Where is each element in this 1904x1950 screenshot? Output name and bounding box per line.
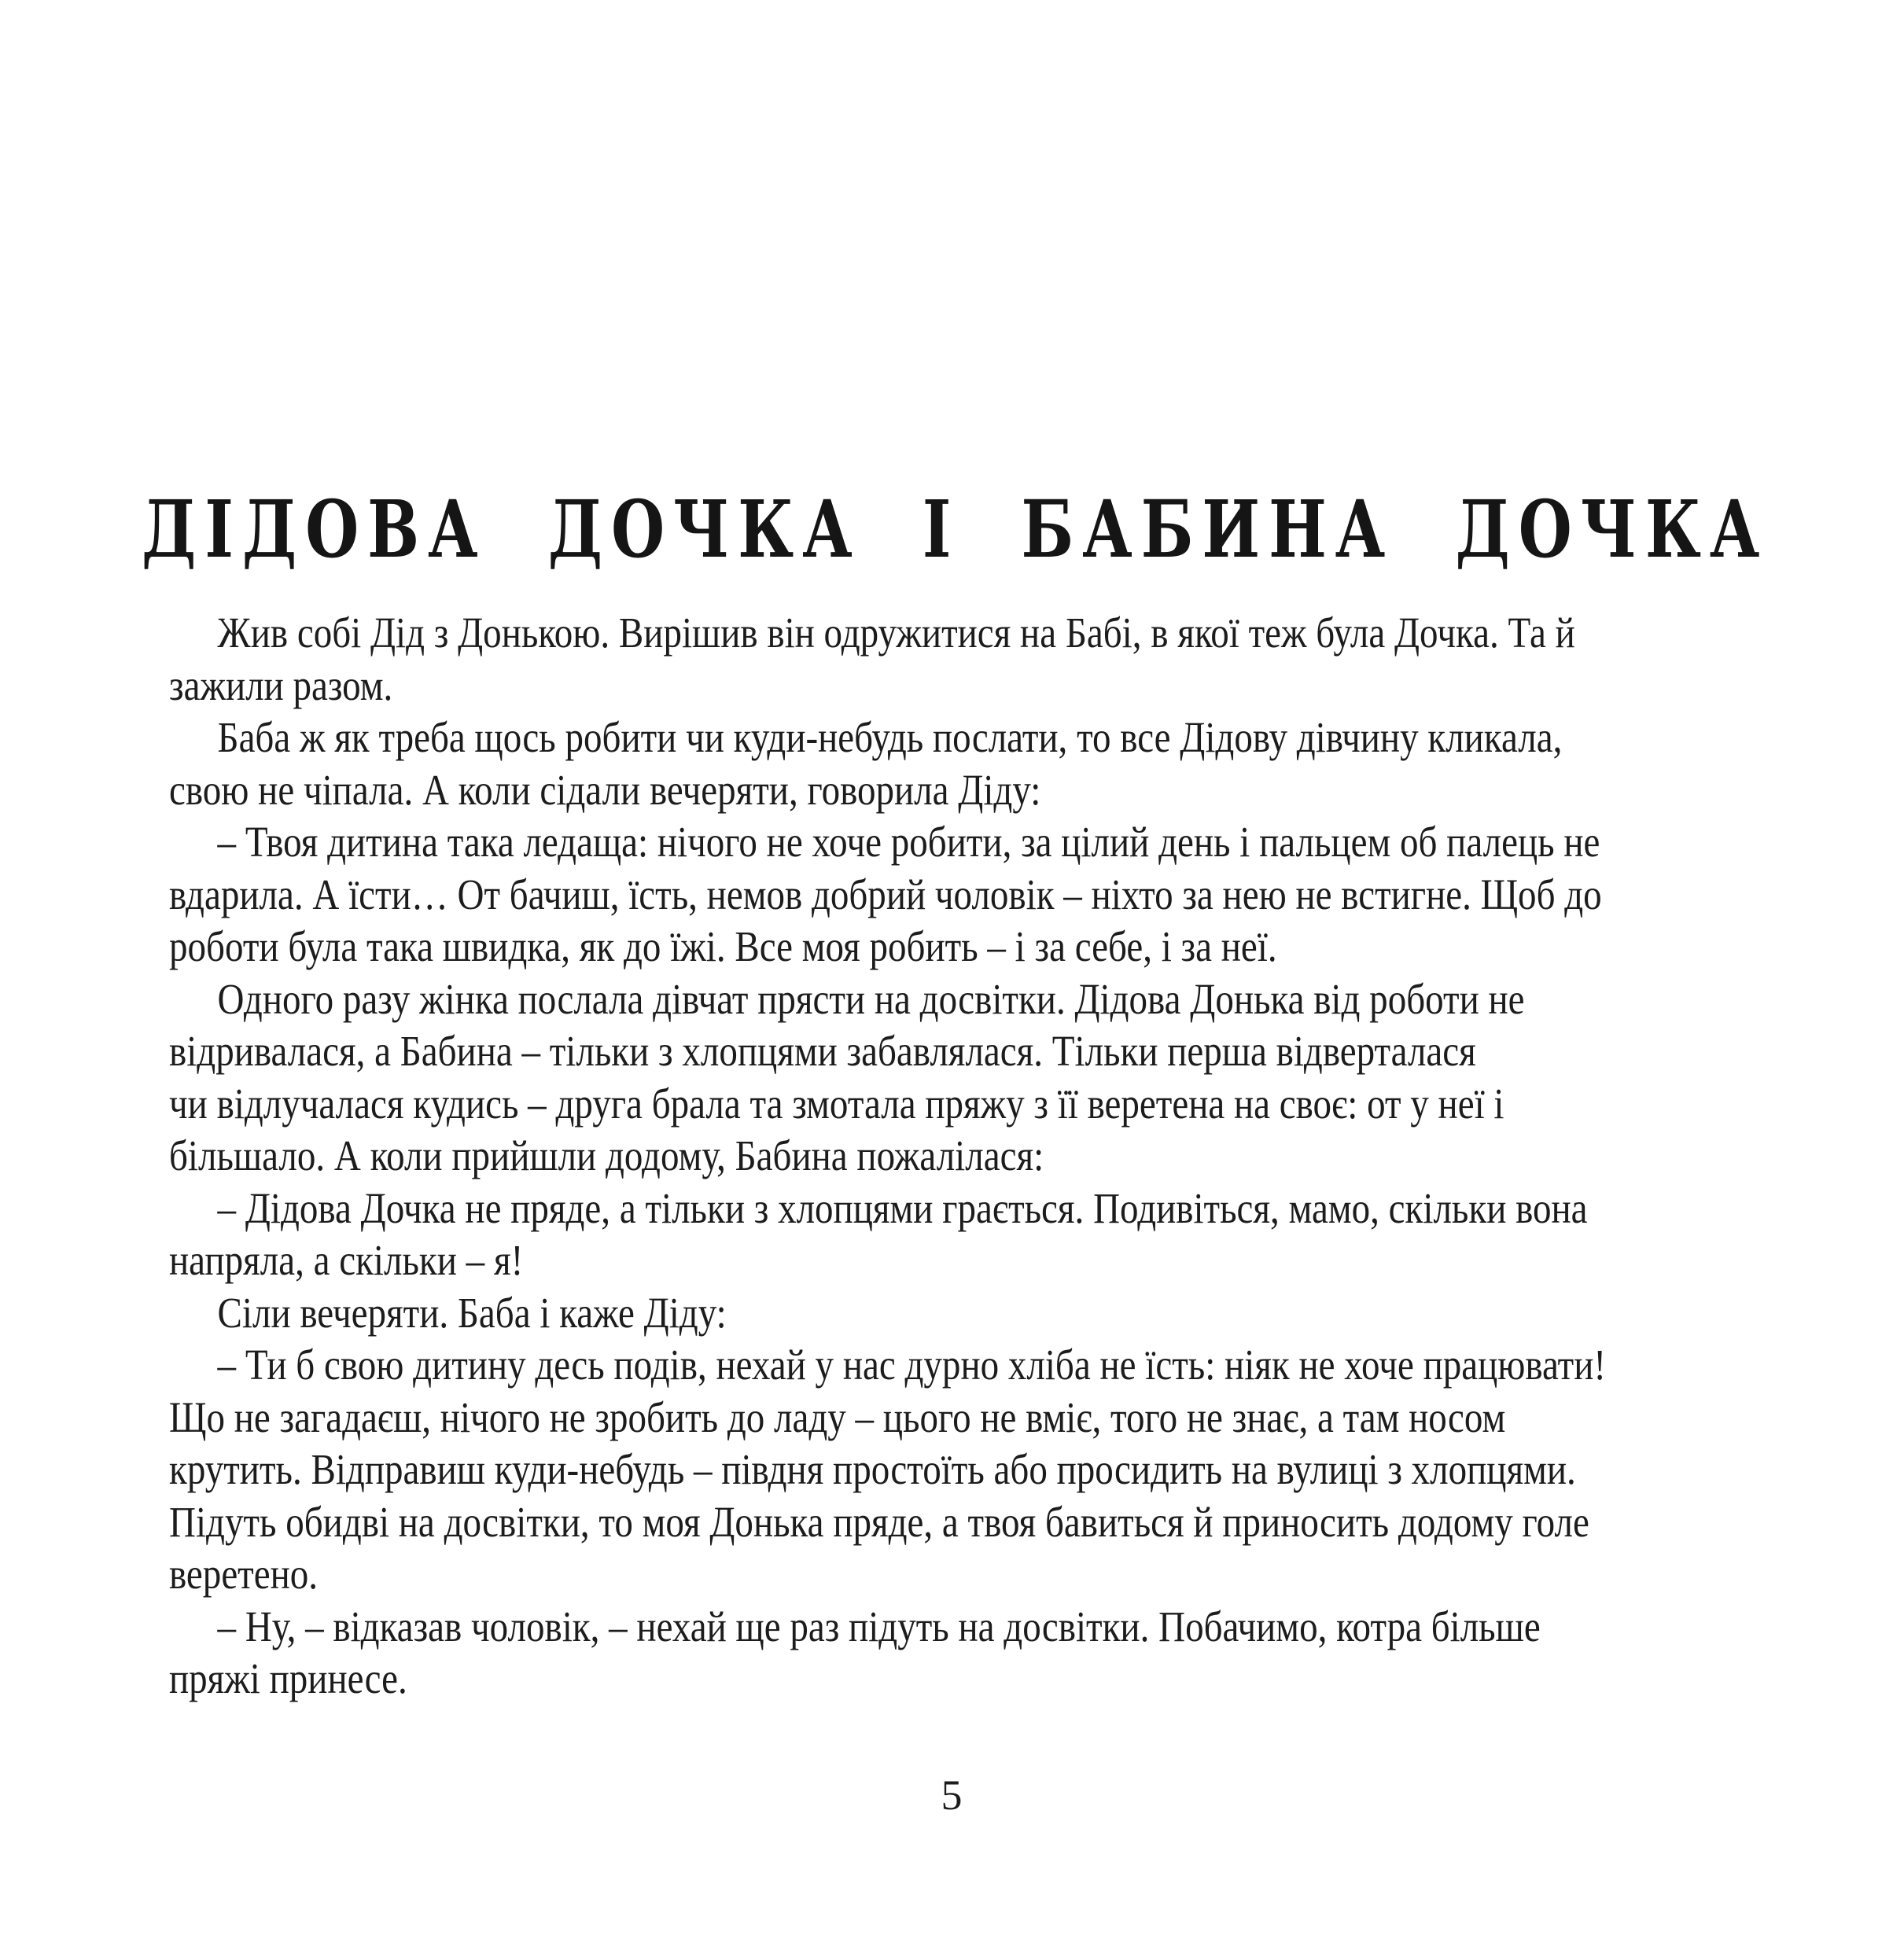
story-title: ДІДОВА ДОЧКА І БАБИНА ДОЧКА xyxy=(142,484,1769,576)
text-line: крутить. Відправиш куди-небудь – півдня простоїть або просидить на вулиці з хлопцями. xyxy=(169,1445,1576,1493)
text-line: роботи була така швидка, як до їжі. Все моя робить – і за себе, і за неї. xyxy=(169,922,1277,970)
text-line: пряжі принесе. xyxy=(169,1654,407,1702)
story-text xyxy=(169,607,1736,1705)
text-line: чи відлучалася кудись – друга брала та змотала пряжу з її веретена на своє: от у неї і xyxy=(169,1079,1504,1128)
text-line: Що не загадаєш, нічого не зробить до ладу – цього не вміє, того не знає, а там носом xyxy=(169,1393,1506,1441)
text-line: – Ти б свою дитину десь подів, нехай у нас дурно хліба не їсть: ніяк не хоче працювати! xyxy=(217,1341,1607,1389)
text-line: Баба ж як треба щось робити чи куди-небудь послати, то все Дідову дівчину кликала, xyxy=(217,713,1563,761)
text-line: зажили разом. xyxy=(169,660,393,709)
text-line: більшало. А коли прийшли додому, Бабина пожалілася: xyxy=(169,1131,1044,1179)
text-line: Одного разу жінка послала дівчат прясти на досвітки. Дідова Донька від роботи не xyxy=(217,974,1525,1023)
text-line: – Ну, – відказав чоловік, – нехай ще раз підуть на досвітки. Побачимо, котра більше xyxy=(217,1602,1541,1650)
text-line: вдарила. А їсти… От бачиш, їсть, немов добрий чоловік – ніхто за нею не встигне. Щоб до xyxy=(169,870,1602,918)
text-line: Сіли вечеряти. Баба і каже Діду: xyxy=(217,1288,727,1337)
text-line: свою не чіпала. А коли сідали вечеряти, говорила Діду: xyxy=(169,765,1041,814)
text-line: Жив собі Дід з Донькою. Вирішив він одружитися на Бабі, в якої теж була Дочка. Та й xyxy=(217,609,1575,657)
page-number: 5 xyxy=(941,1772,963,1819)
text-line: напряла, а скільки – я! xyxy=(169,1236,524,1284)
text-line: – Твоя дитина така ледаща: нічого не хоче робити, за цілий день і пальцем об палець не xyxy=(217,818,1600,866)
text-line: – Дідова Дочка не пряде, а тільки з хлопцями грається. Подивіться, мамо, скільки вона xyxy=(217,1183,1588,1232)
text-line: веретено. xyxy=(169,1550,319,1598)
text-line: Підуть обидві на досвітки, то моя Донька пряде, а твоя бавиться й приносить додому голе xyxy=(169,1497,1589,1546)
text-line: відривалася, а Бабина – тільки з хлопцями забавлялася. Тільки перша відверталася xyxy=(169,1027,1476,1075)
